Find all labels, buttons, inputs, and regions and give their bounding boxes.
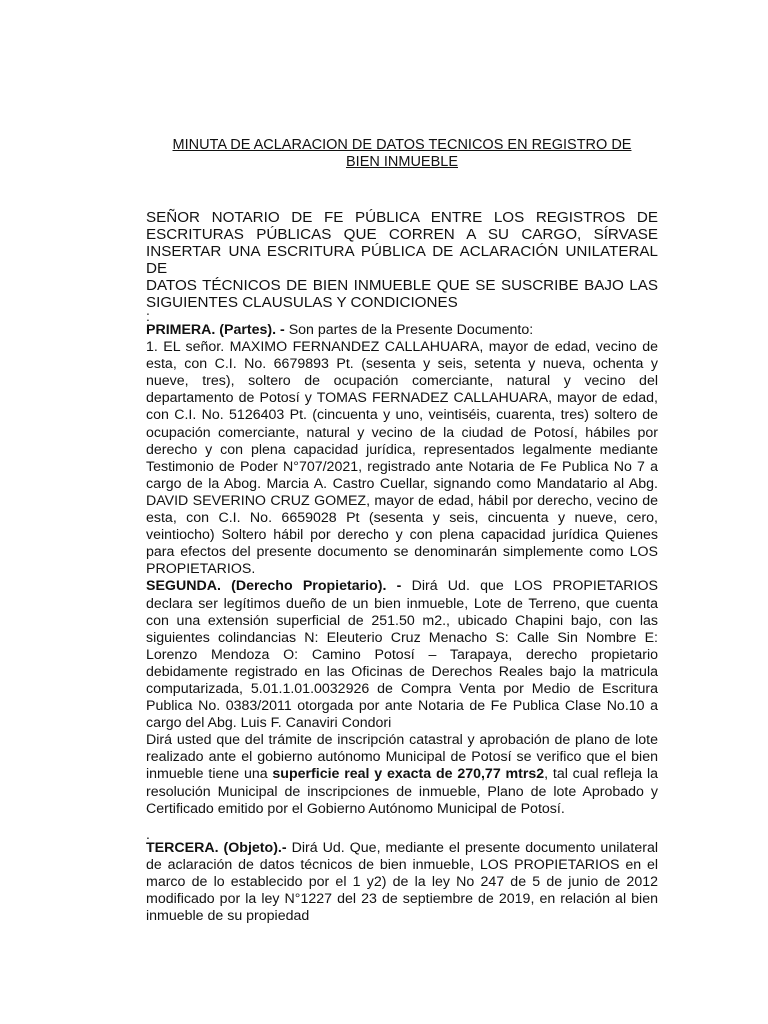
document-page xyxy=(146,137,658,925)
clause-primera xyxy=(146,322,658,339)
clause-primera-body: 1. EL señor. MAXIMO FERNANDEZ CALLAHUARA, mayor de edad, vecino de esta, con C.I. No. 6679893 Pt. (sesenta y seis, setenta y nueva, ochenta y nueve, tres), soltero de ocupación comerciante, natural y vecino del departamento de Potosí y TOMAS FERNADEZ CALLAHUARA, mayor de edad, con C.I. No. 5126403 Pt. (cincuenta y uno, veintiséis, cuarenta, tres) soltero de ocupación comerciante, natural y vecino de la ciudad de Potosí, hábiles por derecho y con plena capacidad jurídica, representados legalmente mediante Testimonio de Poder N°707/2021, registrado ante Notaria de Fe Publica No 7 a cargo de la Abog. Marcia A. Castro Cuellar, signando como Mandatario al Abg. DAVID SEVERINO CRUZ GOMEZ, mayor de edad, hábil por derecho, vecino de esta, con C.I. No. 6659028 Pt (sesenta y seis, cincuenta y nueve, cero, veintiocho) Soltero hábil por derecho y con plena capacidad jurídica Quienes para efectos del presente documento se denominarán simplemente como LOS PROPIETARIOS. xyxy=(146,339,658,578)
clause-segunda-paragraph-2 xyxy=(146,732,658,817)
clause-primera-heading: PRIMERA. (Partes). - xyxy=(146,322,285,338)
segunda-p2-end: , tal cual refleja la resolución Municipal de inscripciones de inmueble, Plano de lote Aprobado y Certificado emitido por el Gobierno Autónomo Municipal de Potosí. xyxy=(146,766,658,817)
title-line-1: MINUTA DE ACLARACION DE DATOS TECNICOS EN REGISTRO DE xyxy=(172,137,632,153)
clause-segunda-body: Dirá Ud. que LOS PROPIETARIOS declara ser legítimos dueño de un bien inmueble, Lote de Terreno, que cuenta con una extensión superficial de 251.50 m2., ubicado Chapini bajo, con las siguientes colindancias N: Eleuterio Cruz Menacho S: Calle Sin Nombre E: Lorenzo Mendoza O: Camino Potosí – Tarapaya, derecho propietario debidamente registrado en las Oficinas de Derechos Reales bajo la matricula computarizada, 5.01.1.01.0032926 de Compra Venta por Medio de Escritura Publica No. 0383/2011 otorgada por ante Notaria de Fe Publica Clase No.10 a cargo del Abg. Luis F. Canaviri Condori xyxy=(146,578,658,732)
segunda-p2-start: Dirá usted que del trámite de inscripción catastral y aprobación de plano de lote realizado ante el gobierno autónomo Municipal de Potosí se verifico que el bien inmueble tiene una xyxy=(146,732,658,783)
intro-paragraph-2: DATOS TÉCNICOS DE BIEN INMUEBLE QUE SE SUSCRIBE BAJO LAS SIGUIENTES CLAUSULAS Y CONDICIONES xyxy=(146,277,658,311)
clause-tercera-body: Dirá Ud. Que, mediante el presente documento unilateral de aclaración de datos técnicos de bien inmueble, LOS PROPIETARIOS en el marco de lo establecido por el 1 y2) de la ley No 247 de 5 de junio de 2012 modificado por la ley N°1227 del 23 de septiembre de 2019, en relación al bien inmueble de su propiedad xyxy=(146,839,659,925)
title-line-2: BIEN INMUEBLE xyxy=(346,154,458,170)
clause-tercera-heading: TERCERA. (Objeto).- xyxy=(146,839,287,856)
intro-block xyxy=(146,209,658,322)
intro-colon: : xyxy=(146,308,150,324)
intro-paragraph-1: SEÑOR NOTARIO DE FE PÚBLICA ENTRE LOS REGISTROS DE ESCRITURAS PÚBLICAS QUE CORREN A SU CARGO, SÍRVASE INSERTAR UNA ESCRITURA PÚBLICA DE ACLARACIÓN UNILATERAL DE xyxy=(146,209,658,277)
clause-tercera xyxy=(146,840,658,925)
clause-segunda-heading: SEGUNDA. (Derecho Propietario). - xyxy=(146,578,402,595)
clause-primera-intro: Son partes de la Presente Documento: xyxy=(284,322,534,338)
document-title xyxy=(146,137,658,171)
spacer xyxy=(146,818,658,829)
segunda-p2-bold: superficie real y exacta de 270,77 mtrs2 xyxy=(272,766,545,783)
separator-dot: . xyxy=(146,825,150,842)
clause-segunda xyxy=(146,578,658,732)
